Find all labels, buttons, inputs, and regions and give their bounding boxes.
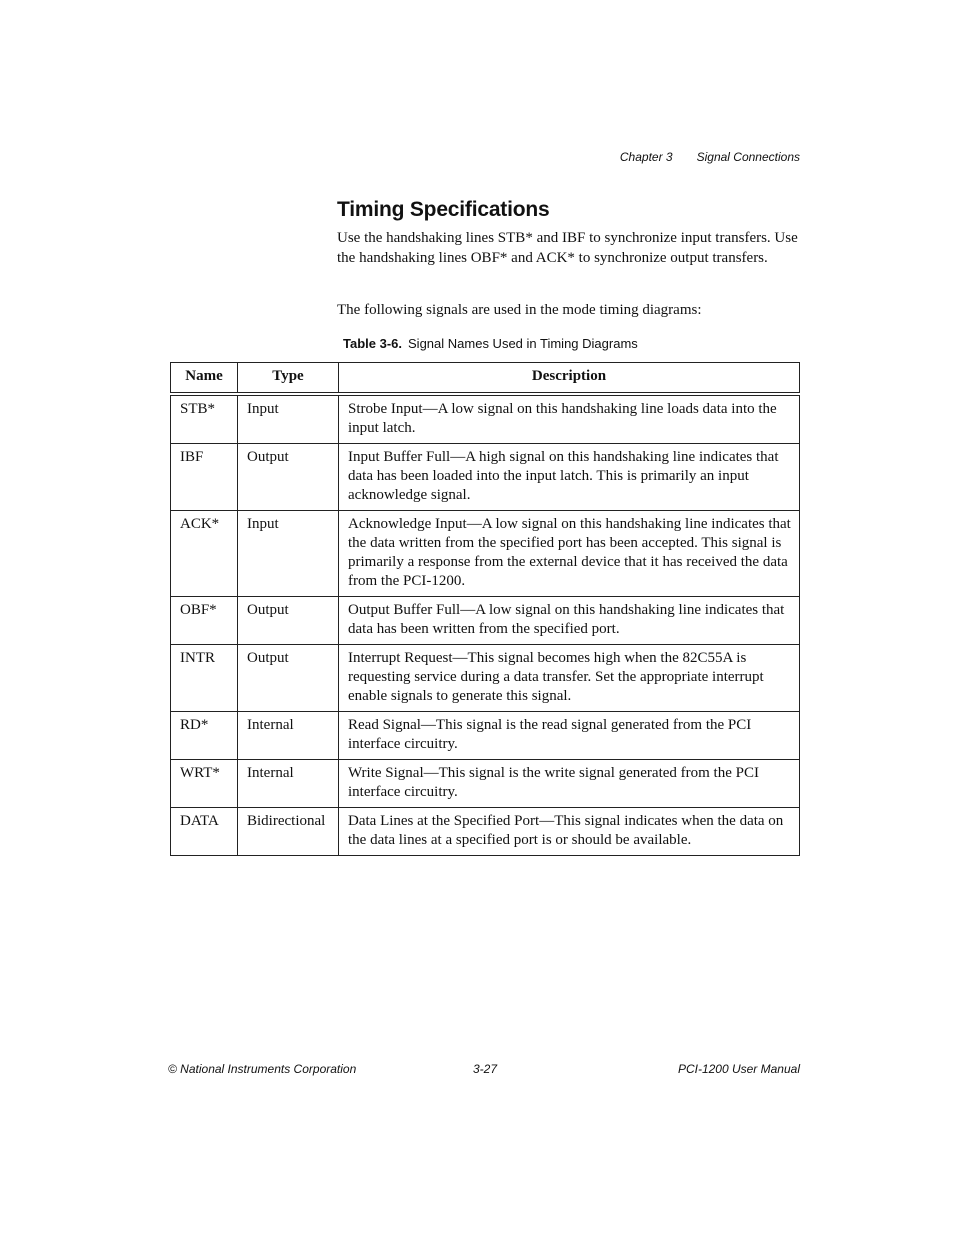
footer-copyright: © National Instruments Corporation (168, 1062, 357, 1076)
signal-name-cell: RD* (171, 712, 238, 760)
signal-description-cell: Strobe Input—A low signal on this handshaking line loads data into the input latch. (339, 394, 800, 444)
signal-description-cell: Interrupt Request—This signal becomes high when the 82C55A is requesting service during a data transfer. Set the appropriate interrupt enable signals to generate this signal. (339, 645, 800, 712)
table-row (171, 444, 800, 511)
column-header-description: Description (339, 363, 800, 395)
signal-description-cell: Data Lines at the Specified Port—This signal indicates when the data on the data lines at a specified port is or should be available. (339, 808, 800, 856)
signal-name-cell: STB* (171, 394, 238, 444)
table-row (171, 808, 800, 856)
signal-type-cell: Bidirectional (238, 808, 339, 856)
signal-type-cell: Internal (238, 712, 339, 760)
table-row (171, 760, 800, 808)
signal-name-cell: IBF (171, 444, 238, 511)
table-caption (343, 336, 638, 351)
page-number: 3-27 (473, 1062, 498, 1076)
signal-type-cell: Output (238, 645, 339, 712)
chapter-title: Signal Connections (696, 150, 800, 164)
signal-name-cell: WRT* (171, 760, 238, 808)
signal-description-cell: Read Signal—This signal is the read signal generated from the PCI interface circuitry. (339, 712, 800, 760)
column-header-type: Type (238, 363, 339, 395)
signal-names-table (170, 362, 800, 856)
signal-name-cell: INTR (171, 645, 238, 712)
signal-type-cell: Input (238, 511, 339, 597)
signal-description-cell: Output Buffer Full—A low signal on this handshaking line indicates that data has been written from the specified port. (339, 597, 800, 645)
table-row (171, 712, 800, 760)
signal-name-cell: DATA (171, 808, 238, 856)
signal-description-cell: Input Buffer Full—A high signal on this handshaking line indicates that data has been loaded into the input latch. This is primarily an input acknowledge signal. (339, 444, 800, 511)
table-header-row (171, 363, 800, 395)
signals-paragraph: The following signals are used in the mode timing diagrams: (337, 302, 702, 318)
signal-description-cell: Acknowledge Input—A low signal on this handshaking line indicates that the data written from the specified port has been accepted. This signal is primarily a response from the external device that it has received the data from the PCI-1200. (339, 511, 800, 597)
signal-name-cell: ACK* (171, 511, 238, 597)
signal-description-cell: Write Signal—This signal is the write signal generated from the PCI interface circuitry. (339, 760, 800, 808)
table-caption-number: Table 3-6. (343, 336, 403, 351)
table-row (171, 645, 800, 712)
table-row (171, 597, 800, 645)
signal-name-cell: OBF* (171, 597, 238, 645)
signal-type-cell: Output (238, 597, 339, 645)
table-row (171, 511, 800, 597)
signal-type-cell: Internal (238, 760, 339, 808)
footer-manual-title: PCI-1200 User Manual (677, 1062, 800, 1076)
table-row (171, 394, 800, 444)
running-header (620, 150, 800, 164)
table-caption-text: Signal Names Used in Timing Diagrams (408, 336, 638, 351)
intro-paragraph: Use the handshaking lines STB* and IBF to synchronize input transfers. Use the handshaking lines OBF* and ACK* to synchronize output transfers. (337, 230, 798, 266)
section-title: Timing Specifications (337, 198, 550, 221)
chapter-label: Chapter 3 (619, 150, 673, 164)
signal-type-cell: Output (238, 444, 339, 511)
column-header-name: Name (171, 363, 238, 395)
signal-type-cell: Input (238, 394, 339, 444)
